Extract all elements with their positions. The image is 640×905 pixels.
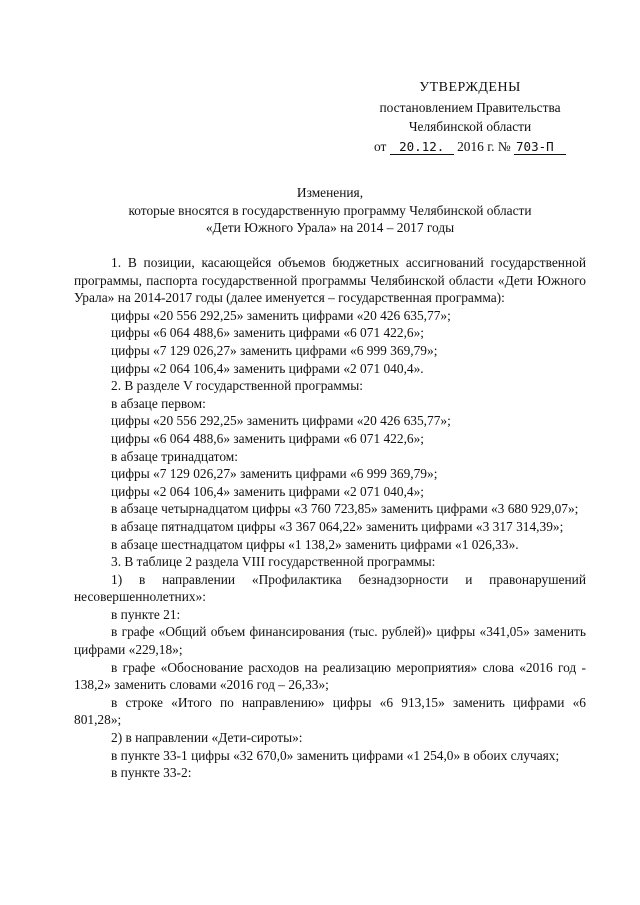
paragraph-10: в абзаце тринадцатом: [111, 448, 238, 464]
approval-number: 703-П [514, 139, 566, 155]
document-body [74, 254, 586, 782]
paragraph-6: 2. В разделе V государственной программы: [111, 378, 363, 394]
paragraph-2: цифры «20 556 292,25» заменить цифрами «20 426 635,77»; [111, 307, 451, 323]
title-line-3: «Дети Южного Урала» на 2014 – 2017 годы [205, 220, 455, 235]
paragraph-13: в абзаце четырнадцатом цифры «3 760 723,85» заменить цифрами «3 680 929,07»; [111, 501, 579, 517]
paragraph-5: цифры «2 064 106,4» заменить цифрами «2 071 040,4». [111, 360, 424, 376]
paragraph-24: в пункте 33-2: [111, 765, 192, 781]
paragraph-8: цифры «20 556 292,25» заменить цифрами «20 426 635,77»; [111, 413, 451, 429]
paragraph-15: в абзаце шестнадцатом цифры «1 138,2» заменить цифрами «1 026,33». [111, 536, 519, 552]
approval-from-label: от [373, 138, 387, 154]
approval-date-row [340, 137, 600, 157]
title-line-2: которые вносятся в государственную программу Челябинской области [128, 202, 532, 218]
paragraph-19: в графе «Общий объем финансирования (тыс. рублей)» цифры «341,05» заменить цифрами «229,18»; [74, 624, 586, 658]
paragraph-14: в абзаце пятнадцатом цифры «3 367 064,22» заменить цифрами «3 317 314,39»; [111, 518, 564, 534]
paragraph-23: в пункте 33-1 цифры «32 670,0» заменить цифрами «1 254,0» в обоих случаях; [111, 747, 560, 763]
title-line-1: Изменения, [296, 185, 364, 200]
paragraph-22: 2) в направлении «Дети-сироты»: [111, 730, 303, 746]
approval-heading: УТВЕРЖДЕНЫ [419, 80, 521, 95]
paragraph-18: в пункте 21: [111, 606, 181, 622]
paragraph-11: цифры «7 129 026,27» заменить цифрами «6 999 369,79»; [111, 466, 438, 482]
paragraph-1: 1. В позиции, касающейся объемов бюджетных ассигнований государственной программы, паспорта государственной программы Челябинской области «Дети Южного Урала» на 2014-2017 годы (далее именуется – государственная программа): [74, 255, 586, 306]
paragraph-21: в строке «Итого по направлению» цифры «6 913,15» заменить цифрами «6 801,28»; [74, 694, 586, 728]
paragraph-3: цифры «6 064 488,6» заменить цифрами «6 071 422,6»; [111, 325, 425, 341]
approval-date: 20.12. [390, 139, 454, 155]
paragraph-16: 3. В таблице 2 раздела VIII государственной программы: [111, 554, 436, 570]
paragraph-4: цифры «7 129 026,27» заменить цифрами «6 999 369,79»; [111, 342, 438, 358]
paragraph-20: в графе «Обоснование расходов на реализацию мероприятия» слова «2016 год - 138,2» заменить словами «2016 год – 26,33»; [74, 659, 586, 693]
approval-line-1: постановлением Правительства [379, 99, 561, 115]
approval-block [340, 78, 600, 156]
paragraph-17: 1) в направлении «Профилактика безнадзорности и правонарушений несовершеннолетних»: [74, 571, 586, 605]
paragraph-7: в абзаце первом: [111, 395, 206, 411]
paragraph-12: цифры «2 064 106,4» заменить цифрами «2 071 040,4»; [111, 483, 425, 499]
document-title [70, 184, 590, 237]
paragraph-9: цифры «6 064 488,6» заменить цифрами «6 071 422,6»; [111, 430, 425, 446]
approval-year-label: 2016 г. № [457, 138, 511, 154]
approval-line-2: Челябинской области [408, 119, 532, 134]
